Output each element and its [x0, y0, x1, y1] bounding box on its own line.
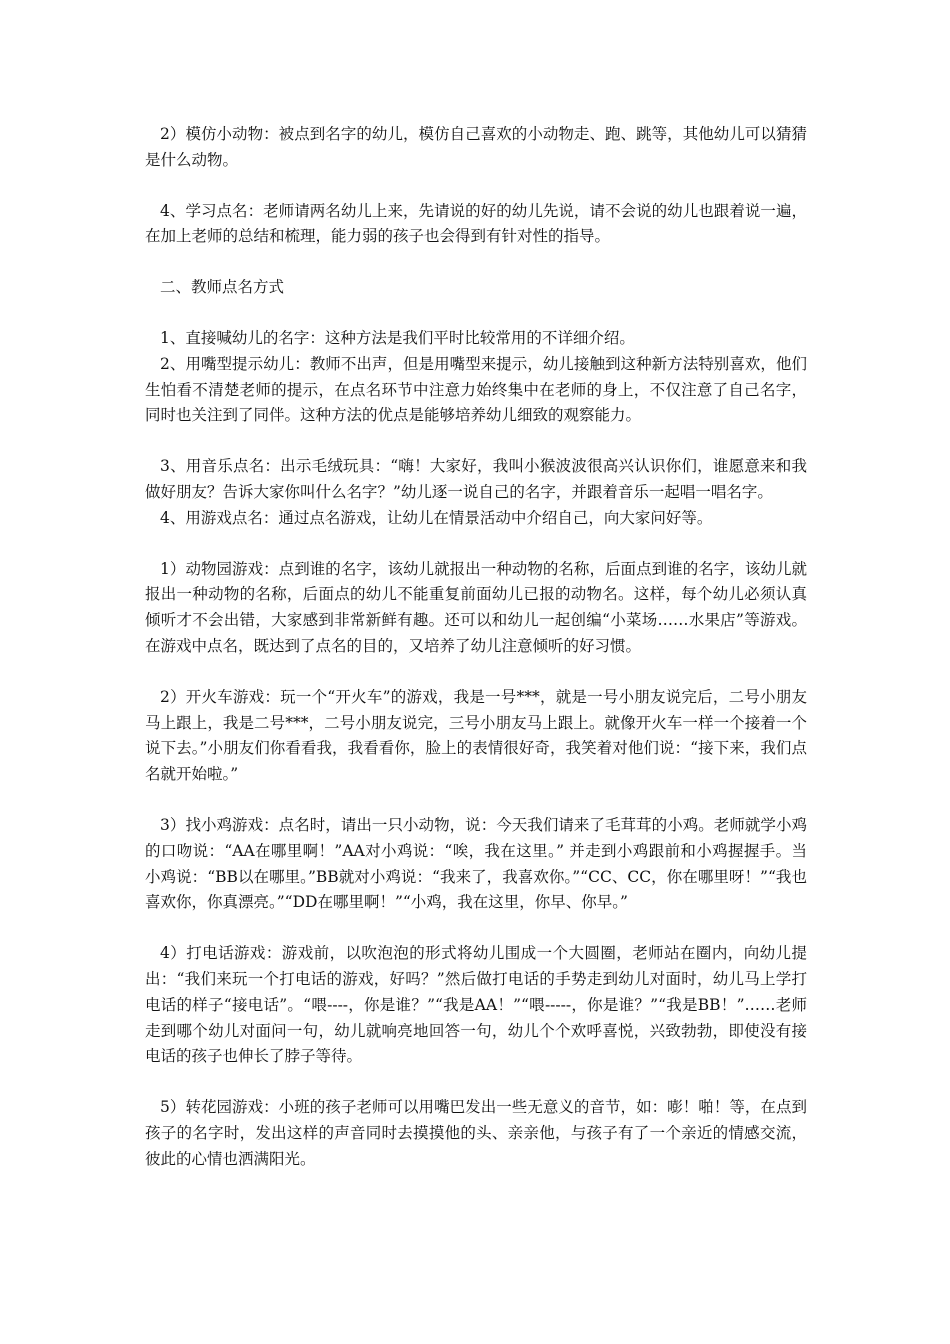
paragraph-gap: [145, 660, 807, 685]
paragraph-gap: [145, 174, 807, 199]
paragraph-gap: [145, 250, 807, 275]
paragraph-gap: [145, 429, 807, 454]
paragraph-gap: [145, 301, 807, 326]
paragraph-gap: [145, 532, 807, 557]
paragraph-train-game: 2）开火车游戏：玩一个“开火车”的游戏，我是一号***，就是一号小朋友说完后，二号小朋友马上跟上，我是二号***，二号小朋友说完，三号小朋友马上跟上。就像开火车一样一个接着一个说下去。”小朋友们你看看我，我看看你，脸上的表情很好奇，我笑着对他们说：“接下来，我们点名就开始啦。”: [145, 687, 807, 784]
paragraph-music-roll-call: 3、用音乐点名：出示毛绒玩具：“嗨！大家好，我叫小猴波波很高兴认识你们，谁愿意来和我做好朋友？告诉大家你叫什么名字？”幼儿逐一说自己的名字，并跟着音乐一起唱一唱名字。: [145, 457, 807, 501]
paragraph-find-chick-game: 3）找小鸡游戏：点名时，请出一只小动物，说：今天我们请来了毛茸茸的小鸡。老师就学小鸡的口吻说：“AA在哪里啊！”AA对小鸡说：“唉，我在这里。” 并走到小鸡跟前和小鸡握握手。当小鸡说：“BB以在哪里。”BB就对小鸡说：“我来了，我喜欢你。”“CC、CC，你在哪里呀！”“我也喜欢你，你真漂亮。”“DD在哪里啊！”“小鸡，我在这里，你早、你早。”: [145, 815, 807, 912]
section-heading-roll-call-methods: 二、教师点名方式: [160, 278, 285, 297]
paragraph-learn-roll-call: 4、学习点名：老师请两名幼儿上来，先请说的好的幼儿先说，请不会说的幼儿也跟着说一遍，在加上老师的总结和梳理，能力弱的孩子也会得到有针对性的指导。: [145, 201, 807, 246]
document-body: [145, 122, 807, 1173]
paragraph-gap: [145, 916, 807, 941]
paragraph-garden-game: 5）转花园游戏：小班的孩子老师可以用嘴巴发出一些无意义的音节，如：嘭！啪！等，在点到孩子的名字时，发出这样的声音同时去摸摸他的头、亲亲他，与孩子有了一个亲近的情感交流，彼此的心情也洒满阳光。: [145, 1098, 807, 1168]
paragraph-zoo-game: 1）动物园游戏：点到谁的名字，该幼儿就报出一种动物的名称，后面点到谁的名字，该幼儿就报出一种动物的名称，后面点的幼儿不能重复前面幼儿已报的动物名。这样，每个幼儿必须认真倾听才不会出错，大家感到非常新鲜有趣。还可以和幼儿一起创编“小菜场……水果店”等游戏。在游戏中点名，既达到了点名的目的，又培养了幼儿注意倾听的好习惯。: [145, 559, 807, 655]
paragraph-mouth-shape-hint: 2、用嘴型提示幼儿：教师不出声，但是用嘴型来提示，幼儿接触到这种新方法特别喜欢，他们生怕看不清楚老师的提示，在点名环节中注意力始终集中在老师的身上，不仅注意了自己名字，同时也关注到了同伴。这种方法的优点是能够培养幼儿细致的观察能力。: [145, 354, 807, 425]
paragraph-call-name-directly: 1、直接喊幼儿的名字：这种方法是我们平时比较常用的不详细介绍。: [160, 328, 635, 347]
paragraph-game-roll-call: 4、用游戏点名：通过点名游戏，让幼儿在情景活动中介绍自己，向大家问好等。: [160, 508, 713, 527]
paragraph-gap: [145, 788, 807, 813]
paragraph-imitate-animals: 2）模仿小动物：被点到名字的幼儿，模仿自己喜欢的小动物走、跑、跳等，其他幼儿可以猜猜是什么动物。: [145, 125, 807, 169]
paragraph-phone-call-game: 4）打电话游戏：游戏前，以吹泡泡的形式将幼儿围成一个大圆圈，老师站在圈内，向幼儿提出：“我们来玩一个打电话的游戏，好吗？”然后做打电话的手势走到幼儿对面时，幼儿马上学打电话的样子“接电话”。“喂----，你是谁？”“我是AA！”“喂-----，你是谁？”“我是BB！”……老师走到哪个幼儿对面问一句，幼儿就响亮地回答一句，幼儿个个欢呼喜悦，兴致勃勃，即使没有接电话的孩子也伸长了脖子等待。: [145, 944, 807, 1066]
paragraph-gap: [145, 1070, 807, 1095]
